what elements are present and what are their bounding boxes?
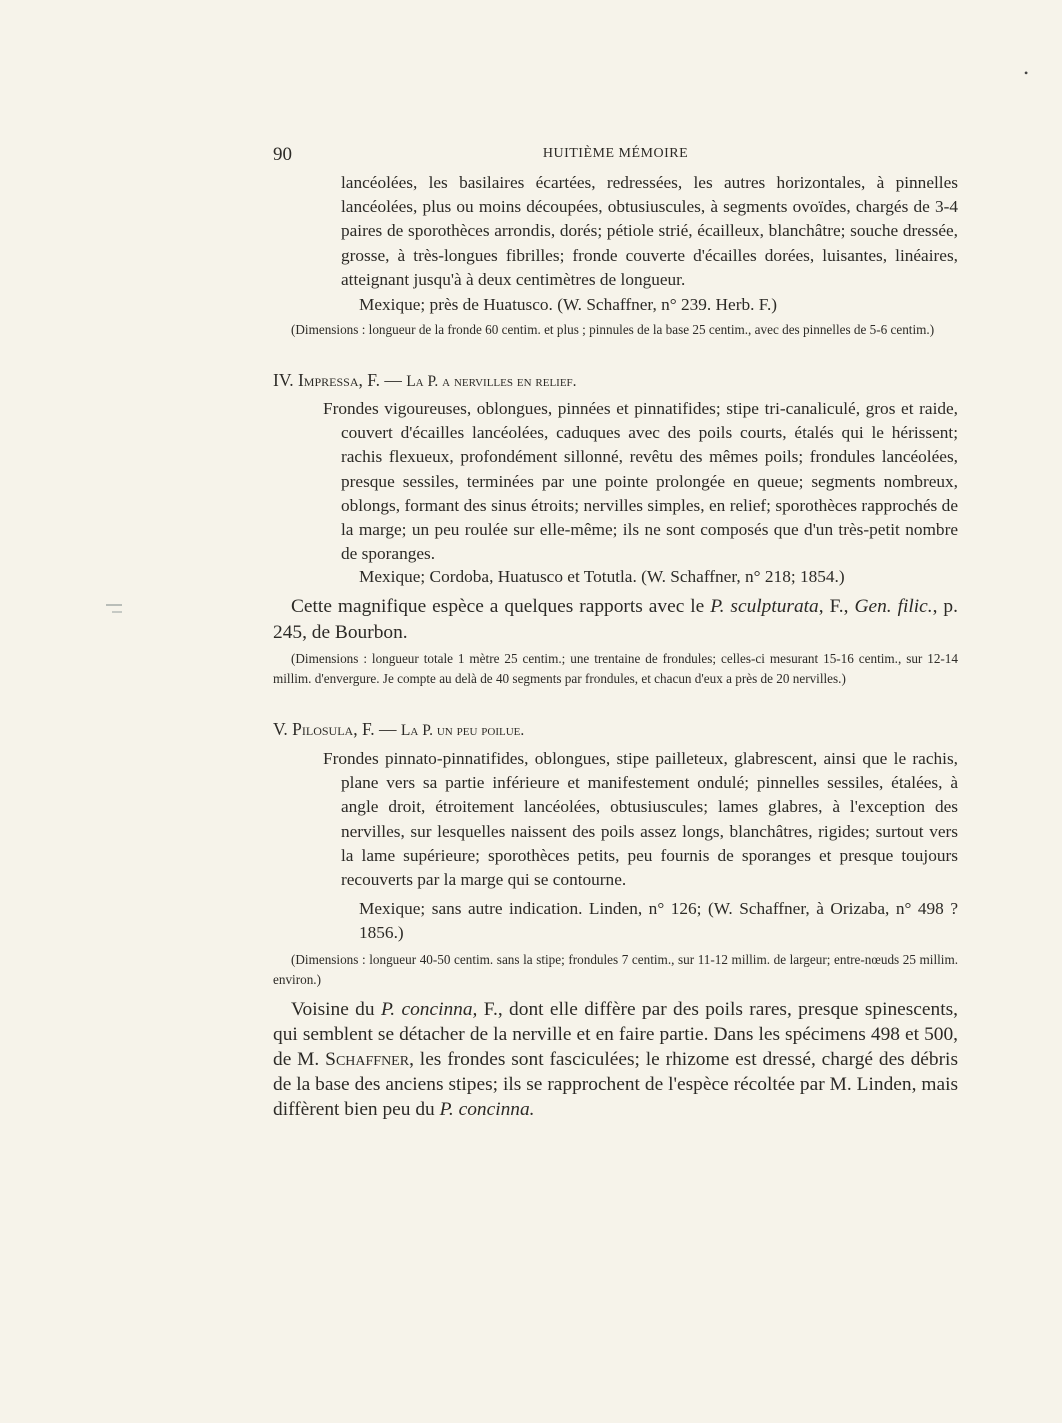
common-name: La P. a nervilles en relief.	[406, 373, 577, 390]
paragraph-dimensions: (Dimensions : longueur 40-50 centim. sans la stipe; frondules 7 centim., sur 11-12 millim. de largeur; entre-nœuds 25 millim. environ.)	[273, 952, 958, 987]
species-reference: P. sculpturata	[710, 596, 819, 617]
description-text: Frondes vigoureuses, oblongues, pinnées et pinnatifides; stipe tri-canaliculé, gros et raide, couvert d'écailles lancéolées, caduques avec des poils courts, étalés qui le hérissent; rachis flexueux, profondément sillonné, revêtu des mêmes poils; frondules lancéolées, presque sessiles, terminées par une pointe prolongée en queue; segments nombreux, oblongs, formant des sinus étroits; nervilles simples, en relief; sporothèces rapprochés de la marge; un peu roulée sur elle-même; ils ne sont composés que d'un très-petit nombre de sporanges.	[323, 399, 958, 564]
remark-text: Cette magnifique espèce a quelques rapports avec le	[291, 596, 711, 617]
margin-mark: •	[1024, 66, 1029, 80]
species-author: , F. —	[353, 719, 397, 739]
margin-dash	[112, 611, 122, 613]
common-name: La P. un peu poilue.	[400, 722, 525, 739]
species-author: , F. —	[358, 370, 402, 390]
remark-text: , les frondes sont fasciculées; le rhizome est dressé, chargé des débris de la base des anciens stipes; ils se rapprochent de l'espèce récoltée par M. Linden, mais diffèrent bien peu du	[273, 1049, 958, 1120]
locality-text: Mexique; sans autre indication. Linden, n° 126; (W. Schaffner, à Orizaba, n° 498 ? 1856.)	[359, 899, 958, 943]
species-entry-heading	[273, 370, 958, 391]
species-name: Pilosula	[292, 719, 354, 739]
paragraph-locality: Mexique; Cordoba, Huatusco et Totutla. (W. Schaffner, n° 218; 1854.)	[359, 567, 845, 586]
collector-name: Schaffner	[325, 1049, 410, 1070]
species-entry-heading	[273, 719, 958, 740]
page-number: 90	[273, 144, 292, 165]
page-header	[273, 144, 958, 166]
species-reference: P. concinna.	[439, 1099, 535, 1120]
paragraph-locality	[359, 897, 958, 945]
paragraph-locality: Mexique; près de Huatusco. (W. Schaffner, n° 239. Herb. F.)	[359, 295, 778, 314]
description-text: Frondes pinnato-pinnatifides, oblongues, stipe pailleteux, glabrescent, ainsi que le rachis, plane vers sa partie inférieure et manifestement ondulé; pinnelles sessiles, étalées, à angle droit, étroitement lancéolées, obtusiuscules; lames glabres, à l'exception des nervilles, sur lesquelles naissent des poils assez longs, blanchâtres, rigides; surtout vers la lame supérieure; sporothèces petits, peu fournis de sporanges et presque toujours recouverts par la marge qui se contourne.	[323, 749, 958, 890]
species-reference: P. concinna,	[380, 999, 478, 1020]
entry-number: IV.	[273, 370, 294, 390]
margin-dash	[106, 604, 122, 606]
paragraph-description-cont: lancéolées, les basilaires écartées, redressées, les autres horizontales, à pinnelles lancéolées, plus ou moins découpées, obtusiuscules, à segments ovoïdes, chargés de 3-4 paires de sporothèces arrondis, dorés; pétiole strié, écailleux, blanchâtre; souche dressée, grosse, à très-longues fibrilles; fronde couverte d'écailles dorées, luisantes, linéaires, atteignant jusqu'à à deux centimètres de longueur.	[341, 173, 958, 289]
remark-text: , p. 245, de Bourbon.	[273, 596, 958, 643]
work-reference: Gen. filic.	[854, 596, 933, 617]
paragraph-description	[323, 397, 958, 566]
paragraph-dimensions: (Dimensions : longueur totale 1 mètre 25 centim.; une trentaine de frondules; celles-ci mesurant 15-16 centim., sur 12-14 millim. d'envergure. Je compte au delà de 40 segments par frondules, et chacun d'eux a près de 20 nervilles.)	[273, 651, 958, 686]
remark-text: Voisine du	[291, 999, 381, 1020]
paragraph-remark	[273, 594, 958, 646]
paragraph-dimensions: (Dimensions : longueur de la fronde 60 centim. et plus ; pinnules de la base 25 centim., avec des pinnelles de 5-6 centim.)	[291, 322, 935, 337]
paragraph-remark	[273, 997, 958, 1122]
remark-text: F., dont elle diffère par des poils rares, presque spinescents, qui semblent se détacher de la nerville et en faire partie. Dans les spécimens 498 et 500, de M.	[273, 999, 958, 1070]
entry-number: V.	[273, 719, 288, 739]
remark-text: , F.,	[818, 596, 855, 617]
running-title: HUITIÈME MÉMOIRE	[542, 146, 689, 161]
species-name: Impressa	[297, 370, 359, 390]
paragraph-description	[323, 747, 958, 892]
